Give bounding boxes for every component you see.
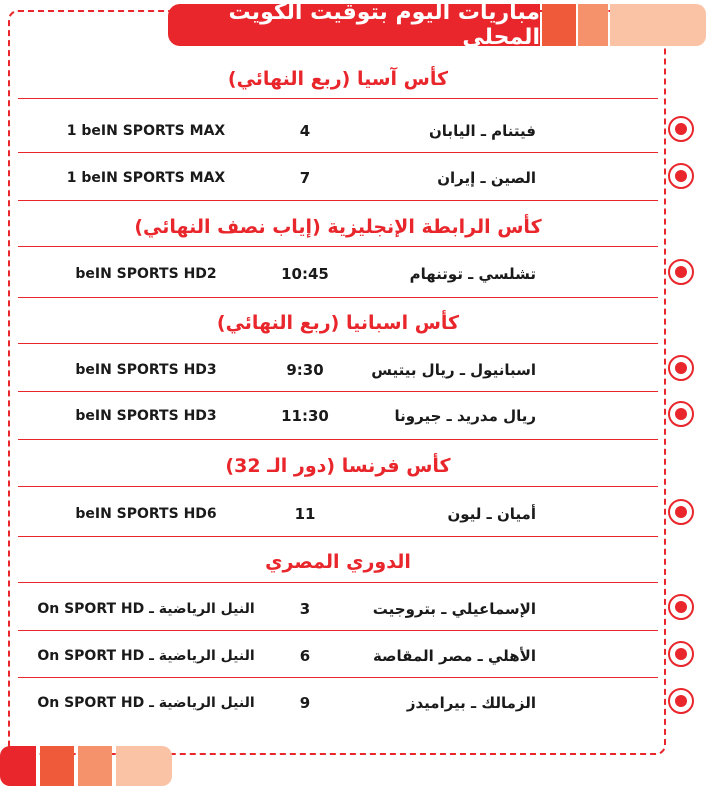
divider [18, 582, 658, 583]
bullet-icon [668, 355, 694, 381]
header-decoration-block [610, 4, 706, 46]
divider [18, 152, 658, 153]
match-teams: أميان ـ ليون [447, 505, 536, 523]
footer-decoration-block [116, 746, 172, 786]
match-channel: beIN SPORTS HD6 [75, 506, 217, 522]
page-title: مباريات اليوم بتوقيت الكويت المحلي [168, 4, 540, 46]
bullet-icon [668, 688, 694, 714]
competition-heading: كأس اسبانيا (ربع النهائي) [216, 312, 460, 334]
match-teams: الصين ـ إيران [437, 169, 536, 187]
match-channel: beIN SPORTS HD3 [75, 362, 217, 378]
match-time: 3 [299, 600, 311, 618]
divider [18, 98, 658, 99]
footer-decoration-block [78, 746, 112, 786]
match-row [18, 159, 658, 197]
competition-heading: الدوري المصري [265, 551, 411, 573]
match-teams: الإسماعيلي ـ بتروجيت [372, 600, 536, 618]
footer-decoration-block [0, 746, 36, 786]
match-teams: اسبانيول ـ ريال بيتيس [371, 361, 536, 379]
divider [18, 630, 658, 631]
match-row [18, 684, 658, 722]
match-channel: beIN SPORTS HD2 [75, 266, 217, 282]
divider [18, 391, 658, 392]
match-row [18, 397, 658, 435]
match-teams: فيتنام ـ اليابان [429, 122, 536, 140]
divider [18, 486, 658, 487]
bullet-icon [668, 116, 694, 142]
match-channel: النيل الرياضية ـ On SPORT HD [37, 601, 255, 617]
divider [18, 297, 658, 298]
match-time: 11:30 [281, 407, 329, 425]
bullet-icon [668, 401, 694, 427]
match-row [18, 255, 658, 293]
match-time: 11 [294, 505, 316, 523]
divider [18, 536, 658, 537]
match-time: 9 [299, 694, 311, 712]
footer-decoration-block [40, 746, 74, 786]
match-teams: ريال مدريد ـ جيرونا [394, 407, 536, 425]
match-teams: الزمالك ـ بيراميدز [406, 694, 536, 712]
match-channel: النيل الرياضية ـ On SPORT HD [37, 695, 255, 711]
match-row [18, 637, 658, 675]
match-teams: الأهلي ـ مصر المقاصة [372, 647, 536, 665]
match-time: 6 [299, 647, 311, 665]
bullet-icon [668, 163, 694, 189]
match-time: 10:45 [281, 265, 329, 283]
competition-heading: كأس آسيا (ربع النهائي) [227, 68, 449, 90]
competition-heading: كأس فرنسا (دور الـ 32) [225, 455, 451, 477]
match-channel: النيل الرياضية ـ On SPORT HD [37, 648, 255, 664]
match-row [18, 112, 658, 150]
match-channel: 1 beIN SPORTS MAX [66, 170, 226, 186]
divider [18, 343, 658, 344]
divider [18, 677, 658, 678]
match-row [18, 590, 658, 628]
match-time: 9:30 [286, 361, 324, 379]
match-channel: 1 beIN SPORTS MAX [66, 123, 226, 139]
bullet-icon [668, 259, 694, 285]
match-teams: تشلسي ـ توتنهام [409, 265, 536, 283]
bullet-icon [668, 641, 694, 667]
divider [18, 439, 658, 440]
divider [18, 246, 658, 247]
competition-heading: كأس الرابطة الإنجليزية (إياب نصف النهائي) [134, 216, 542, 238]
bullet-icon [668, 499, 694, 525]
divider [18, 200, 658, 201]
match-time: 7 [299, 169, 311, 187]
match-row [18, 495, 658, 533]
match-row [18, 351, 658, 389]
header-decoration-block [542, 4, 576, 46]
bullet-icon [668, 594, 694, 620]
header-decoration-block [578, 4, 608, 46]
match-time: 4 [299, 122, 311, 140]
match-channel: beIN SPORTS HD3 [75, 408, 217, 424]
